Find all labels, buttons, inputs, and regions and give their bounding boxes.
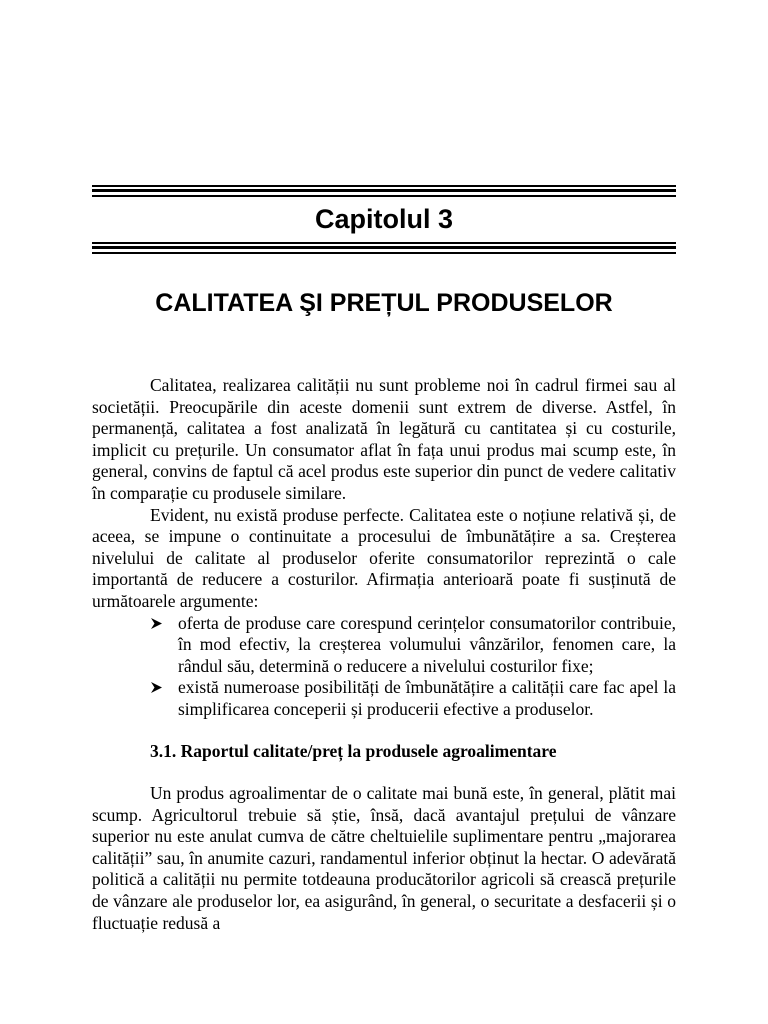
list-item [92,613,676,678]
chapter-label: Capitolul 3 [314,204,453,234]
list-item [92,677,676,720]
list-item-text: oferta de produse care corespund cerințelor consumatorilor contribuie, în mod efectiv, la creșterea volumului vânzărilor, fenomen care, la rândul său, determină o reducere a nivelului costurilor fixe; [178,612,676,676]
section-heading: 3.1. Raportul calitate/preț la produsele agroalimentare [150,740,557,761]
bottom-rule-thick [92,246,676,249]
arrowhead-bullet-icon [150,677,170,694]
paragraph-2: Evident, nu există produse perfecte. Calitatea este o noțiune relativă și, de aceea, se impune o continuitate a procesului de îmbunătățire a sa. Creșterea nivelului de calitate al produselor oferite consumatorilor reprezintă o cale importantă de reducere a costurilor. Afirmația anterioară poate fi susținută de următoarele argumente: [92,504,676,611]
arrowhead-bullet-icon [150,613,170,630]
chapter-title: CALITATEA ŞI PREȚUL PRODUSELOR [155,289,613,317]
section-paragraph: Un produs agroalimentar de o calitate mai bună este, în general, plătit mai scump. Agricultorul trebuie să știe, însă, dacă avantajul prețului de vânzare superior nu este anulat cumva de către cheltuielile suplimentare pentru „majorarea calității” sau, în anumite cazuri, randamentul inferior obținut la hectar. O adevărată politică a calității nu permite totdeauna producătorilor agricoli să crească prețurile de vânzare ale produselor lor, ea asigurând, în general, o securitate a desfacerii și o fluctuație redusă a [92,783,676,933]
top-rule-thick [92,189,676,192]
top-rule-thin-1 [92,185,676,187]
paragraph-1: Calitatea, realizarea calității nu sunt probleme noi în cadrul firmei sau al societății. Preocupările din aceste domenii sunt extrem de diverse. Astfel, în permanență, calitatea a fost analizată în legătură cu cantitatea și cu costurile, implicit cu prețurile. Un consumator aflat în fața unui produs mai scump este, în general, convins de faptul că acel produs este superior din punct de vedere calitativ în comparație cu produsele similare. [92,375,676,503]
bottom-rule-thin-2 [92,252,676,254]
chapter-body [92,375,676,934]
list-item-text: există numeroase posibilități de îmbunătățire a calității care fac apel la simplificarea conceperii și producerii efective a produselor. [178,677,676,719]
bottom-rule-thin-1 [92,242,676,244]
top-rule-thin-2 [92,195,676,197]
argument-list [92,613,676,721]
